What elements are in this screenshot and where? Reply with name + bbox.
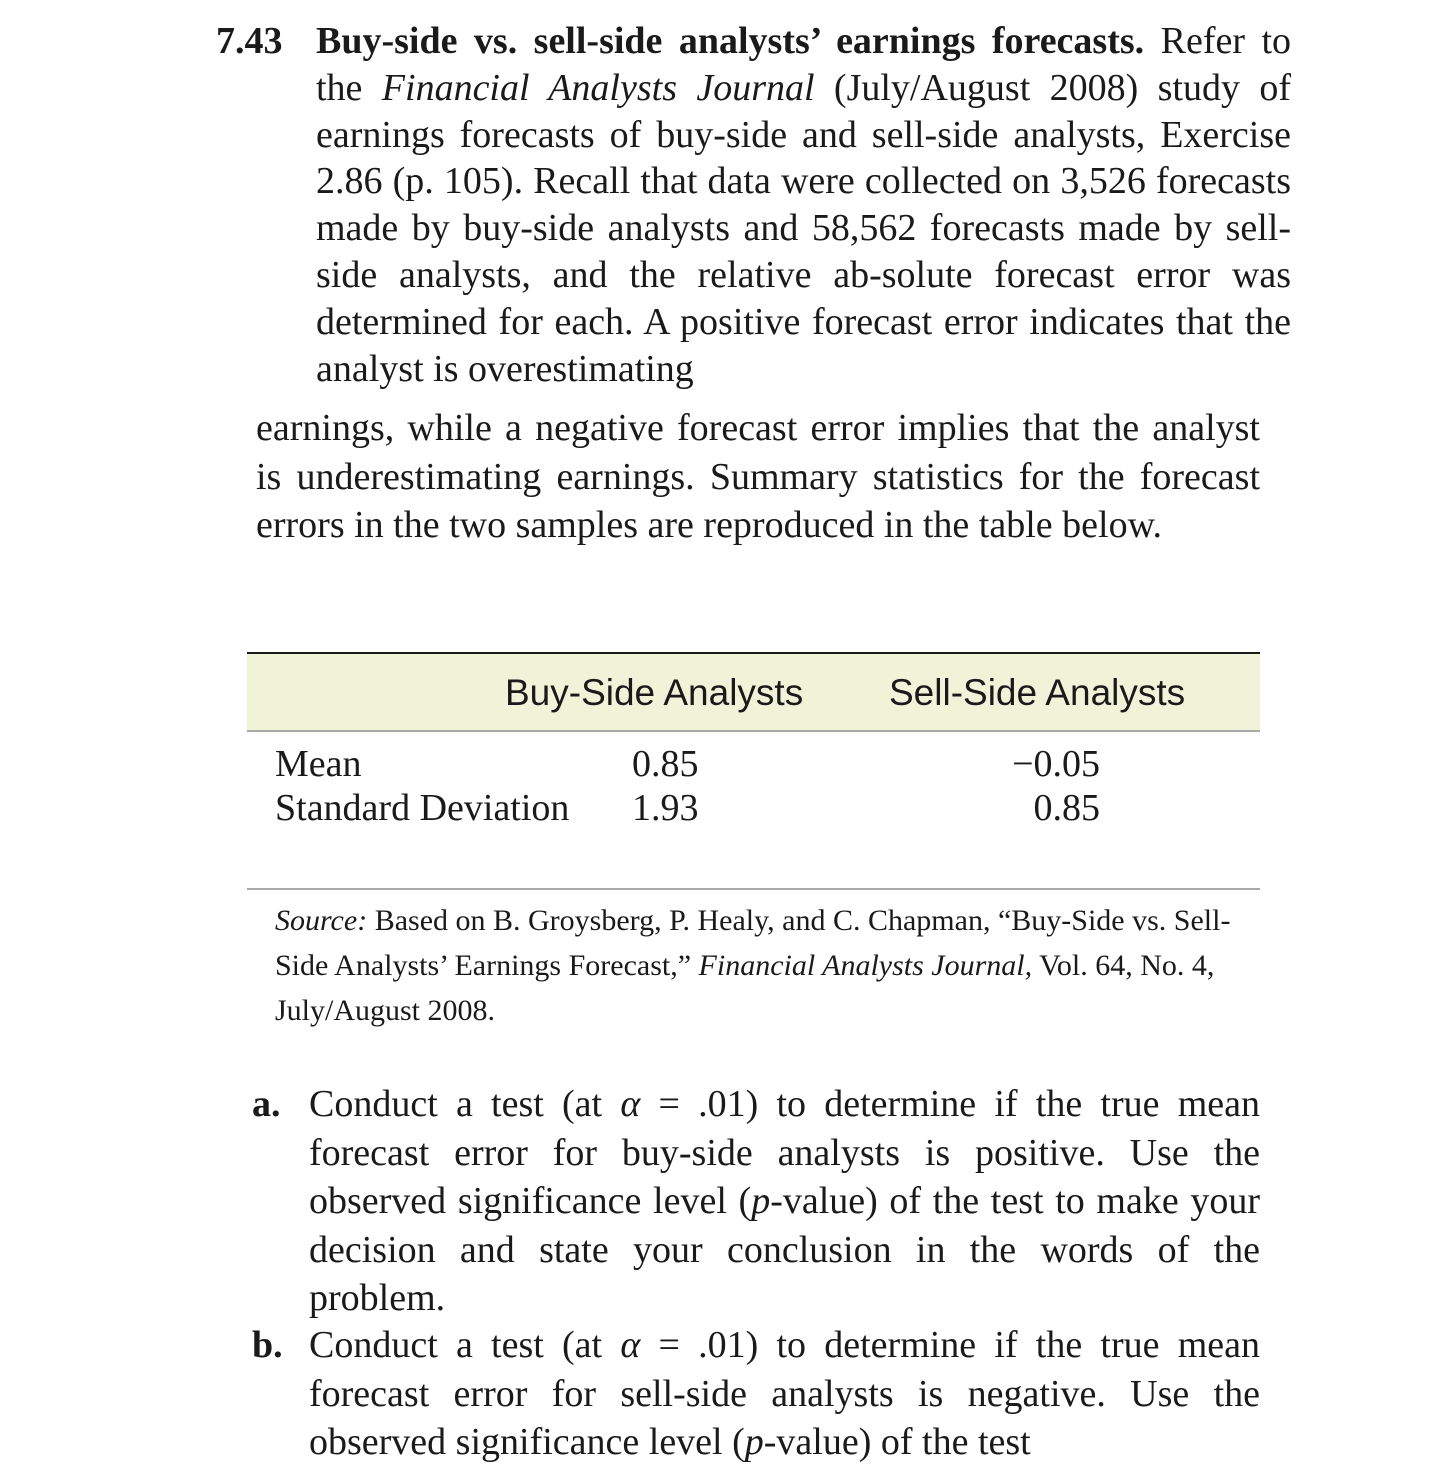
question-b-part-3: -value) of the test bbox=[763, 1421, 1031, 1463]
p-symbol: p bbox=[744, 1421, 764, 1463]
column-header-sell-side: Sell-Side Analysts bbox=[889, 672, 1186, 713]
alpha-symbol: α bbox=[620, 1083, 641, 1125]
cell-sell-sd: 0.85 bbox=[1033, 787, 1100, 829]
p-symbol: p bbox=[751, 1180, 771, 1222]
question-b-label: b. bbox=[252, 1324, 283, 1366]
row-label-standard-deviation: Standard Deviation bbox=[275, 787, 570, 829]
question-a-part-2: = .01) to determine if the true mean forecast error for buy-side analysts is positive. Use the observed significance level ( bbox=[309, 1083, 1260, 1222]
journal-name: Financial Analysts Journal bbox=[381, 66, 815, 109]
table-header bbox=[247, 652, 1260, 732]
alpha-symbol: α bbox=[620, 1324, 641, 1366]
question-b-part-2: = .01) to determine if the true mean forecast error for sell-side analysts is negative. Use the observed significance level ( bbox=[309, 1324, 1260, 1463]
cell-buy-mean: 0.85 bbox=[632, 743, 699, 785]
question-a-label: a. bbox=[252, 1083, 281, 1125]
question-b bbox=[252, 1321, 1260, 1467]
table-source-note bbox=[275, 898, 1235, 1033]
intro-text-a: Refer to the bbox=[316, 20, 1292, 109]
exercise-number: 7.43 bbox=[216, 20, 283, 62]
source-text-b: Vol. 64, No. 4, July/August 2008. bbox=[275, 949, 1215, 1027]
question-b-text bbox=[309, 1321, 1260, 1467]
question-b-part-1: Conduct a test (at bbox=[309, 1324, 621, 1366]
cell-sell-mean: −0.05 bbox=[1012, 743, 1100, 785]
column-header-buy-side: Buy-Side Analysts bbox=[505, 672, 804, 713]
exercise-intro bbox=[316, 18, 1291, 392]
row-label-mean: Mean bbox=[275, 743, 362, 785]
exercise-continuation: earnings, while a negative forecast error implies that the analyst is underestimating earnings. Summary statistics for the forecast errors in the two samples are reproduced in the table below. bbox=[256, 407, 1260, 546]
question-a-part-3: -value) of the test to make your decision and state your conclusion in the words of the problem. bbox=[309, 1180, 1260, 1319]
table-body bbox=[247, 732, 1260, 890]
exercise-title: Buy-side vs. sell-side analysts’ earnings forecasts. bbox=[316, 20, 1145, 62]
question-a bbox=[252, 1080, 1260, 1323]
cell-buy-sd: 1.93 bbox=[632, 787, 699, 829]
source-label: Source: bbox=[275, 904, 368, 937]
source-text-a: Based on B. Groysberg, P. Healy, and C. Chapman, “Buy-Side vs. Sell-Side Analysts’ Earnings Forecast,” bbox=[275, 904, 1231, 982]
source-journal: Financial Analysts Journal, bbox=[698, 949, 1033, 982]
intro-text-b: (July/August 2008) study of earnings forecasts of buy-side and sell-side analysts, Exercise 2.86 (p. 105). Recall that data were collected on 3,526 forecasts made by buy-side analysts and 58,562 forecasts made by sell-side analysts, and the relative ab-solute forecast error was determined for each. A positive forecast error indicates that the analyst is overestimating bbox=[316, 66, 1291, 390]
exercise-header bbox=[216, 18, 1291, 392]
question-a-text bbox=[309, 1080, 1260, 1323]
summary-table bbox=[247, 652, 1260, 890]
question-a-part-1: Conduct a test (at bbox=[309, 1083, 621, 1125]
